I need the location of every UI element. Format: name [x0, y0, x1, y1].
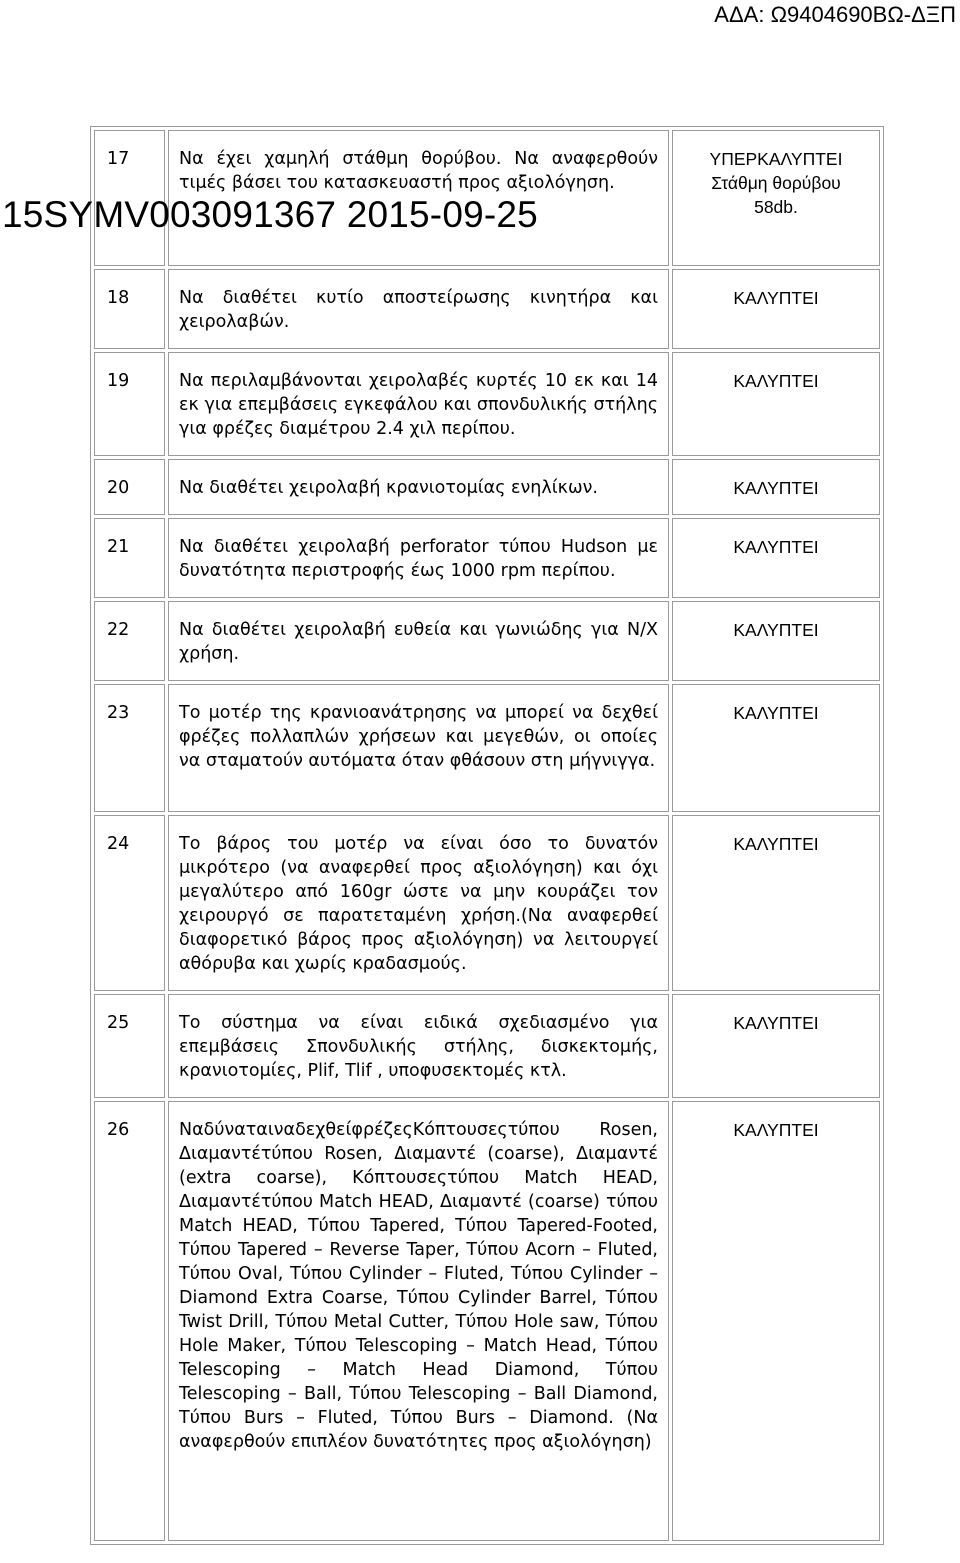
table-row: [94, 815, 880, 991]
table-row: [94, 459, 880, 515]
specifications-table: [90, 126, 884, 1545]
row-description: Να διαθέτει χειρολαβή κρανιοτομίας ενηλίκων.: [168, 459, 669, 515]
row-compliance: [672, 815, 880, 991]
compliance-status: ΚΑΛΥΠΤΕΙ: [733, 620, 819, 640]
compliance-status: ΚΑΛΥΠΤΕΙ: [733, 288, 819, 308]
compliance-status: ΚΑΛΥΠΤΕΙ: [733, 371, 819, 391]
table-row: [94, 601, 880, 681]
row-compliance: [672, 459, 880, 515]
compliance-status: ΚΑΛΥΠΤΕΙ: [733, 834, 819, 854]
row-number: 18: [94, 269, 165, 349]
row-description: Να διαθέτει χειρολαβή perforator τύπου Hudson με δυνατότητα περιστροφής έως 1000 rpm περίπου.: [168, 518, 669, 598]
compliance-status: ΚΑΛΥΠΤΕΙ: [733, 478, 819, 498]
row-number: 24: [94, 815, 165, 991]
row-description: Το βάρος του μοτέρ να είναι όσο το δυνατόν μικρότερο (να αναφερθεί προς αξιολόγηση) και όχι μεγαλύτερο από 160gr ώστε να μην κουράζει τον χειρουργό σε παρατεταμένη χρήση.(Να αναφερθεί διαφορετικό βάρος προς αξιολόγηση) να λειτουργεί αθόρυβα και χωρίς κραδασμούς.: [168, 815, 669, 991]
compliance-status: ΚΑΛΥΠΤΕΙ: [733, 703, 819, 723]
row-number: 21: [94, 518, 165, 598]
row-number: 22: [94, 601, 165, 681]
row-description: Να έχει χαμηλή στάθμη θορύβου. Να αναφερθούν τιμές βάσει του κατασκευαστή προς αξιολόγηση.: [168, 130, 669, 266]
table-row: [94, 994, 880, 1098]
row-compliance: [672, 130, 880, 266]
compliance-value: 58db.: [754, 197, 798, 217]
table-row: [94, 1101, 880, 1541]
compliance-status: ΚΑΛΥΠΤΕΙ: [733, 1013, 819, 1033]
table-row: [94, 269, 880, 349]
row-description: ΝαδύναταιναδεχθείφρέζεςΚόπτουσεςτύπου Rosen, Διαμαντέτύπου Rosen, Διαμαντέ (coarse), Διαμαντέ (extra coarse), Κόπτουσεςτύπου Match HEAD, Διαμαντέτύπου Match HEAD, Διαμαντέ (coarse) τύπου Match HEAD, Τύπου Tapered, Τύπου Tapered-Footed, Τύπου Tapered – Reverse Taper, Τύπου Acorn – Fluted, Τύπου Oval, Τύπου Cylinder – Fluted, Τύπου Cylinder – Diamond Extra Coarse, Τύπου Cylinder Barrel, Τύπου Twist Drill, Τύπου Metal Cutter, Τύπου Hole saw, Τύπου Hole Maker, Τύπου Telescoping – Match Head, Τύπου Telescoping – Match Head Diamond, Τύπου Telescoping – Ball, Τύπου Telescoping – Ball Diamond, Τύπου Burs – Fluted, Τύπου Burs – Diamond. (Να αναφερθούν επιπλέον δυνατότητες προς αξιολόγηση): [168, 1101, 669, 1541]
table-row: [94, 352, 880, 456]
row-number: 26: [94, 1101, 165, 1541]
row-compliance: [672, 994, 880, 1098]
row-compliance: [672, 518, 880, 598]
compliance-status: ΚΑΛΥΠΤΕΙ: [733, 537, 819, 557]
row-description: Να περιλαμβάνονται χειρολαβές κυρτές 10 εκ και 14 εκ για επεμβάσεις εγκεφάλου και σπονδυλικής στήλης για φρέζες διαμέτρου 2.4 χιλ περίπου.: [168, 352, 669, 456]
table-row: [94, 518, 880, 598]
row-number: 19: [94, 352, 165, 456]
compliance-status: ΚΑΛΥΠΤΕΙ: [733, 1120, 819, 1140]
row-description: Να διαθέτει κυτίο αποστείρωσης κινητήρα και χειρολαβών.: [168, 269, 669, 349]
row-description: Το σύστημα να είναι ειδικά σχεδιασμένο για επεμβάσεις Σπονδυλικής στήλης, δισκεκτομής, κρανιοτομίες, Plif, Tlif , υποφυσεκτομές κτλ.: [168, 994, 669, 1098]
compliance-note: Στάθμη θορύβου: [711, 173, 841, 193]
row-number: 25: [94, 994, 165, 1098]
row-compliance: [672, 1101, 880, 1541]
row-number: 23: [94, 684, 165, 812]
row-compliance: [672, 601, 880, 681]
row-compliance: [672, 684, 880, 812]
compliance-status: ΥΠΕΡΚΑΛΥΠΤΕΙ: [709, 149, 843, 169]
row-compliance: [672, 352, 880, 456]
row-compliance: [672, 269, 880, 349]
row-number: 20: [94, 459, 165, 515]
row-description: Το μοτέρ της κρανιοανάτρησης να μπορεί να δεχθεί φρέζες πολλαπλών χρήσεων και μεγεθών, οι οποίες να σταματούν αυτόματα όταν φθάσουν στη μήγνιγγα.: [168, 684, 669, 812]
protocol-watermark: 15SYMV003091367 2015-09-25: [2, 194, 538, 235]
row-number: 17: [94, 130, 165, 266]
row-description: Να διαθέτει χειρολαβή ευθεία και γωνιώδης για Ν/Χ χρήση.: [168, 601, 669, 681]
ada-code: ΑΔΑ: Ω9404690ΒΩ-ΔΞΠ: [714, 2, 956, 27]
table-row: [94, 684, 880, 812]
